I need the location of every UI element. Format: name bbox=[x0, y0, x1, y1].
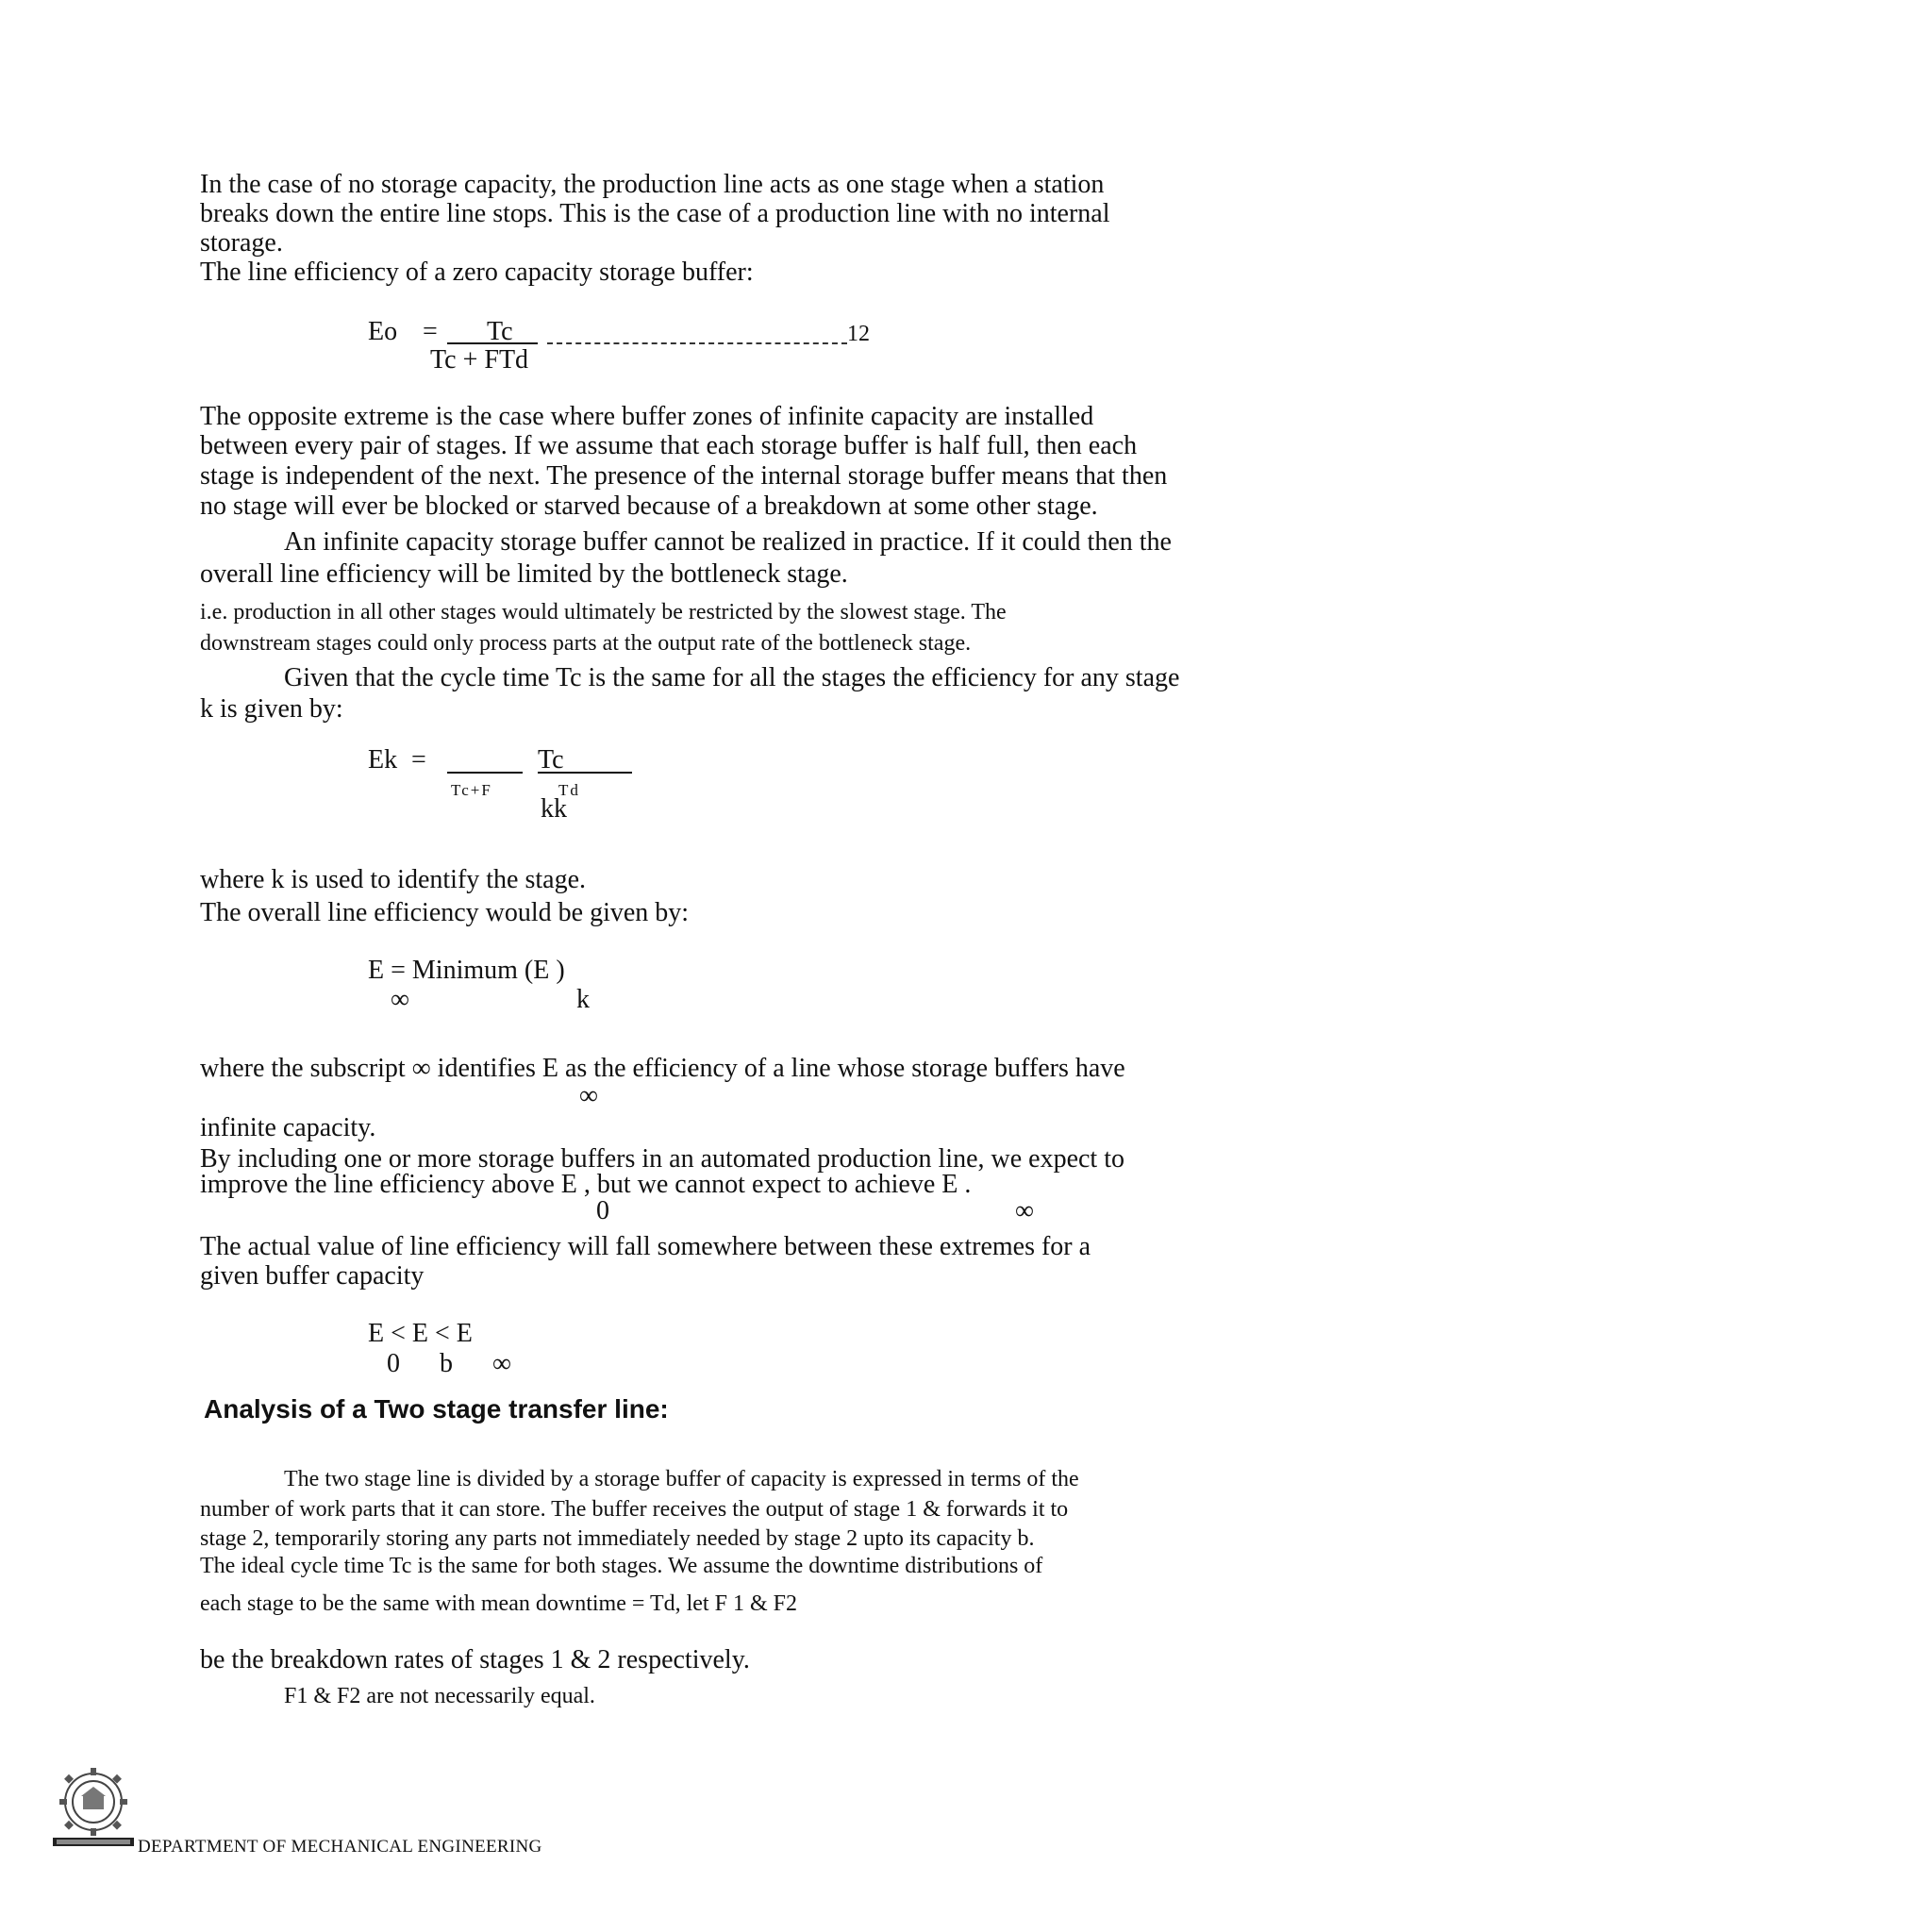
eq2-numerator: Tc bbox=[538, 745, 564, 774]
paragraph-line: improve the line efficiency above E , but we cannot expect to achieve E . bbox=[200, 1170, 972, 1199]
paragraph-line: infinite capacity. bbox=[200, 1113, 376, 1142]
paragraph-line: The overall line efficiency would be given by: bbox=[200, 898, 690, 927]
paragraph-line: no stage will ever be blocked or starved because of a breakdown at some other stage. bbox=[200, 491, 1098, 521]
paragraph-line: The two stage line is divided by a storage buffer of capacity is expressed in terms of the bbox=[284, 1467, 1079, 1491]
paragraph-line: The actual value of line efficiency will fall somewhere between these extremes for a bbox=[200, 1232, 1091, 1261]
footer-department: DEPARTMENT OF MECHANICAL ENGINEERING bbox=[138, 1837, 542, 1857]
eq1-number: 12 bbox=[847, 322, 870, 346]
section-heading: Analysis of a Two stage transfer line: bbox=[204, 1394, 669, 1424]
eq1-numerator: Tc bbox=[487, 317, 513, 346]
paragraph-line: between every pair of stages. If we assume that each storage buffer is half full, then each bbox=[200, 431, 1138, 460]
paragraph-line: downstream stages could only process parts at the output rate of the bottleneck stage. bbox=[200, 631, 972, 656]
fraction-bar bbox=[447, 772, 523, 774]
subscript-zero: 0 bbox=[596, 1196, 609, 1225]
paragraph-line: In the case of no storage capacity, the production line acts as one stage when a station bbox=[200, 170, 1105, 199]
paragraph-line: The opposite extreme is the case where buffer zones of infinite capacity are installed bbox=[200, 402, 1094, 431]
fraction-bar bbox=[538, 772, 632, 774]
eq3-subscript-infinity: ∞ bbox=[391, 985, 409, 1014]
paragraph-line: An infinite capacity storage buffer cannot be realized in practice. If it could then the bbox=[284, 527, 1172, 557]
subscript-infinity: ∞ bbox=[1015, 1196, 1034, 1225]
fraction-bar bbox=[447, 342, 538, 344]
eq1-denominator: Tc + FTd bbox=[430, 345, 529, 375]
paragraph-line: i.e. production in all other stages would ultimately be restricted by the slowest stage. The bbox=[200, 600, 1007, 625]
paragraph-line: By including one or more storage buffers in an automated production line, we expect to bbox=[200, 1144, 1124, 1174]
paragraph-line: The line efficiency of a zero capacity storage buffer: bbox=[200, 258, 754, 287]
eq2-lhs: Ek bbox=[368, 745, 398, 774]
paragraph-line: overall line efficiency will be limited by the bottleneck stage. bbox=[200, 559, 848, 589]
eq4-line: E < E < E bbox=[368, 1319, 473, 1348]
paragraph-line: storage. bbox=[200, 228, 283, 258]
subscript-infinity: ∞ bbox=[579, 1081, 598, 1110]
paragraph-line: Given that the cycle time Tc is the same for all the stages the efficiency for any stage bbox=[284, 663, 1180, 692]
paragraph-line: given buffer capacity bbox=[200, 1261, 425, 1291]
paragraph-line: k is given by: bbox=[200, 694, 343, 724]
paragraph-line: The ideal cycle time Tc is the same for both stages. We assume the downtime distributions of bbox=[200, 1554, 1043, 1578]
department-seal-icon bbox=[49, 1762, 138, 1853]
paragraph-line: each stage to be the same with mean downtime = Td, let F 1 & F2 bbox=[200, 1591, 797, 1616]
paragraph-line: stage 2, temporarily storing any parts not immediately needed by stage 2 upto its capacity b. bbox=[200, 1526, 1035, 1551]
eq3-line: E = Minimum (E ) bbox=[368, 956, 565, 985]
paragraph-line: where the subscript ∞ identifies E as the efficiency of a line whose storage buffers have bbox=[200, 1054, 1125, 1083]
paragraph-line: be the breakdown rates of stages 1 & 2 respectively. bbox=[200, 1645, 750, 1674]
eq1-lhs: Eo bbox=[368, 317, 398, 346]
paragraph-line: where k is used to identify the stage. bbox=[200, 865, 587, 894]
paragraph-line: breaks down the entire line stops. This is the case of a production line with no internal bbox=[200, 199, 1110, 228]
paragraph-line: F1 & F2 are not necessarily equal. bbox=[284, 1684, 595, 1708]
paragraph-line: number of work parts that it can store. The buffer receives the output of stage 1 & forwards it to bbox=[200, 1497, 1069, 1522]
paragraph-line: stage is independent of the next. The presence of the internal storage buffer means that then bbox=[200, 461, 1168, 491]
eq2-subscripts: kk bbox=[541, 794, 567, 824]
eq2-denominator-a: Tc+F bbox=[451, 781, 492, 799]
dotted-leader bbox=[547, 342, 847, 344]
eq3-subscript-k: k bbox=[576, 985, 590, 1014]
eq4-subscripts: 0 b ∞ bbox=[387, 1349, 511, 1378]
eq1-equals: = bbox=[423, 317, 438, 346]
eq2-equals: = bbox=[411, 745, 426, 774]
eq2-denominator-b: Td bbox=[558, 781, 580, 799]
